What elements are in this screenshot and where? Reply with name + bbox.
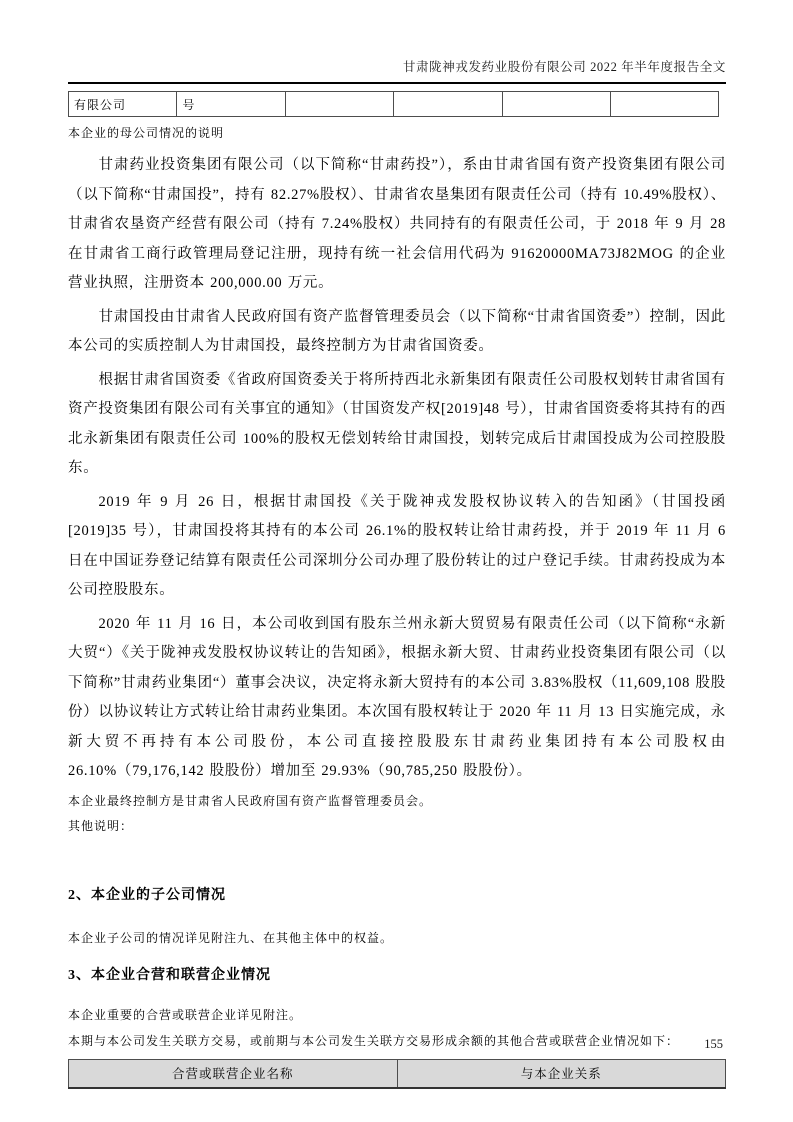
table-header-row [69, 1059, 726, 1088]
parent-company-description [68, 151, 726, 787]
section-3-body-1: 本企业重要的合营或联营企业详见附注。 [68, 1007, 303, 1022]
header-rule [68, 82, 726, 84]
page-number: 155 [704, 1037, 723, 1051]
paragraph-gansu-pharma-investment: 甘肃药业投资集团有限公司（以下简称“甘肃药投”），系由甘肃省国有资产投资集团有限公司（以下简称“甘肃国投”，持有 82.27%股权）、甘肃省农垦集团有限责任公司（持有 10.49%股权）、甘肃省农垦资产经营有限公司（持有 7.24%股权）共同持有的有限责任公司，于 2018 年 9 月 28 在甘肃省工商行政管理局登记注册，现持有统一社会信用代码为 91620000MA73J82MOG 的企业营业执照，注册资本 200,000.00 万元。 [68, 157, 726, 291]
section-3-body-2: 本期与本公司发生关联方交易，或前期与本公司发生关联方交易形成余额的其他合营或联营企业情况如下： [68, 1033, 680, 1048]
paragraph-equity-transfer-2019: 2019 年 9 月 26 日，根据甘肃国投《关于陇神戎发股权协议转入的告知函》（甘国投函[2019]35 号），甘肃国投将其持有的本公司 26.1%的股权转让给甘肃药投，并于 2019 年 11 月 6 日在中国证券登记结算有限责任公司深圳分公司办理了股份转让的过户登记手续。甘肃药投成为本公司控股股东。 [68, 493, 726, 598]
paragraph-equity-transfer-2019-notice: 根据甘肃省国资委《省政府国资委关于将所持西北永新集团有限责任公司股权划转甘肃省国有资产投资集团有限公司有关事宜的通知》（甘国资发产权[2019]48 号），甘肃省国资委将其持有的西北永新集团有限责任公司 100%的股权无偿划转给甘肃国投，划转完成后甘肃国投成为公司控股股东。 [68, 371, 726, 476]
table-cell [610, 92, 718, 117]
section-2-body: 本企业子公司的情况详见附注九、在其他主体中的权益。 [68, 930, 394, 945]
table-cell [502, 92, 610, 117]
table-cell: 有限公司 [69, 92, 177, 117]
jv-table-header-relation: 与本企业关系 [397, 1059, 726, 1088]
continued-parent-table [68, 91, 719, 117]
paragraph-equity-transfer-2020: 2020 年 11 月 16 日，本公司收到国有股东兰州永新大贸贸易有限责任公司（以下简称“永新大贸“）《关于陇神戎发股权协议转让的告知函》，根据永新大贸、甘肃药业投资集团有限公司（以下简称”甘肃药业集团“）董事会决议，决定将永新大贸持有的本公司 3.83%股权（11,609,108 股股份）以协议转让方式转让给甘肃药业集团。本次国有股权转让于 2020 年 11 月 13 日实施完成，永新大贸不再持有本公司股份，本公司直接控股股东甘肃药业集团持有本公司股权由 26.10%（79,176,142 股股份）增加至 29.93%（90,785,250 股股份）。 [68, 615, 726, 779]
table-row [69, 92, 719, 117]
parent-company-note-label: 本企业的母公司情况的说明 [68, 126, 225, 140]
page-content [68, 0, 726, 1089]
paragraph-gansu-guotou-control: 甘肃国投由甘肃省人民政府国有资产监督管理委员会（以下简称“甘肃省国资委”）控制，因此本公司的实质控制人为甘肃国投，最终控制方为甘肃省国资委。 [68, 308, 726, 354]
other-notes-label: 其他说明： [68, 818, 134, 833]
final-controller-note: 本企业最终控制方是甘肃省人民政府国有资产监督管理委员会。 [68, 793, 433, 808]
section-2-heading: 2、本企业的子公司情况 [68, 887, 226, 903]
jv-table-header-name: 合营或联营企业名称 [69, 1059, 398, 1088]
section-3-heading: 3、本企业合营和联营企业情况 [68, 967, 271, 983]
joint-venture-table [68, 1059, 726, 1090]
table-cell: 号 [177, 92, 285, 117]
table-cell [285, 92, 393, 117]
report-header-title: 甘肃陇神戎发药业股份有限公司 2022 年半年度报告全文 [402, 60, 726, 74]
table-cell [394, 92, 502, 117]
